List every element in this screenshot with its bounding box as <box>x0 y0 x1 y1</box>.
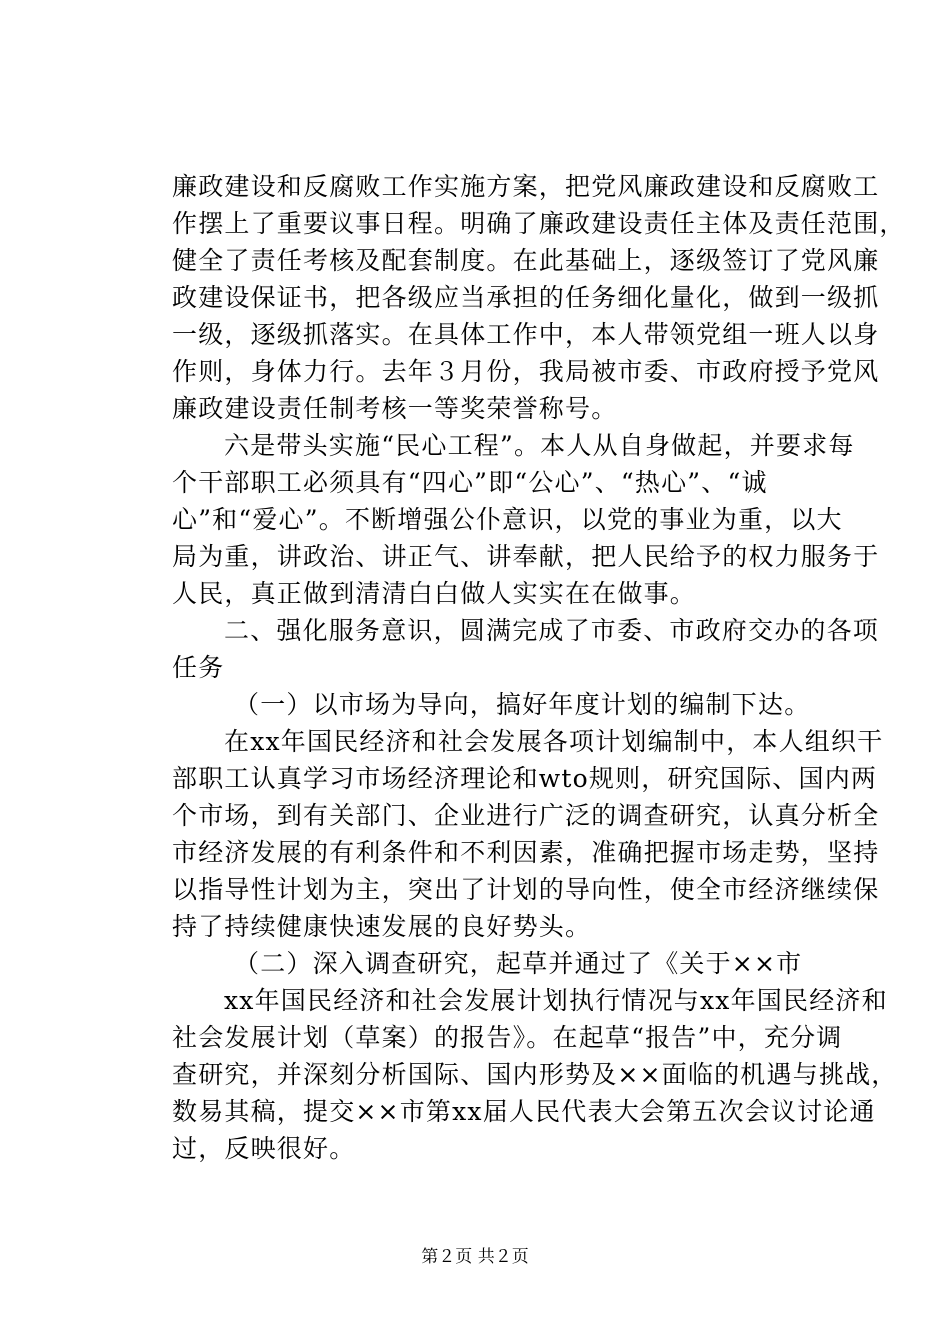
text-line: 作摆上了重要议事日程。明确了廉政建设责任主体及责任范围， <box>172 209 906 238</box>
page-number-footer: 第２页 共２页 <box>421 1247 529 1267</box>
text-line: xx年国民经济和社会发展计划执行情况与xx年国民经济和 <box>224 986 888 1015</box>
section-heading: 任务 <box>172 653 225 682</box>
text-line: 以指导性计划为主，突出了计划的导向性，使全市经济继续保 <box>172 875 880 904</box>
text-line: 心”和“爱心”。不断增强公仆意识，以党的事业为重，以大 <box>172 505 843 534</box>
text-line: 过，反映很好。 <box>172 1134 356 1163</box>
subsection-heading: （一）以市场为导向，搞好年度计划的编制下达。 <box>234 690 811 719</box>
text-line: 局为重，讲政治、讲正气、讲奉献，把人民给予的权力服务于 <box>172 542 880 571</box>
text-line: 健全了责任考核及配套制度。在此基础上，逐级签订了党风廉 <box>172 246 880 275</box>
text-line: 作则，身体力行。去年３月份，我局被市委、市政府授予党风 <box>172 357 880 386</box>
text-line: 部职工认真学习市场经济理论和wto规则，研究国际、国内两 <box>172 764 878 793</box>
text-line: 一级，逐级抓落实。在具体工作中，本人带领党组一班人以身 <box>172 320 880 349</box>
text-line: 六是带头实施“民心工程”。本人从自身做起，并要求每 <box>224 431 855 460</box>
text-line: 市经济发展的有利条件和不利因素，准确把握市场走势，坚持 <box>172 838 880 867</box>
subsection-heading: （二）深入调查研究，起草并通过了《关于××市 <box>234 949 803 978</box>
text-line: 廉政建设责任制考核一等奖荣誉称号。 <box>172 394 618 423</box>
text-line: 个干部职工必须具有“四心”即“公心”、“热心”、“诚 <box>172 468 768 497</box>
text-line: 人民，真正做到清清白白做人实实在在做事。 <box>172 579 697 608</box>
text-line: 持了持续健康快速发展的良好势头。 <box>172 912 592 941</box>
section-heading: 二、强化服务意识，圆满完成了市委、市政府交办的各项 <box>224 616 880 645</box>
text-line: 廉政建设和反腐败工作实施方案，把党风廉政建设和反腐败工 <box>172 172 880 201</box>
text-line: 查研究，并深刻分析国际、国内形势及××面临的机遇与挑战， <box>172 1060 898 1089</box>
text-line: 社会发展计划（草案）的报告》。在起草“报告”中，充分调 <box>172 1023 843 1052</box>
text-line: 在xx年国民经济和社会发展各项计划编制中，本人组织干 <box>224 727 884 756</box>
text-line: 数易其稿，提交××市第xx届人民代表大会第五次会议讨论通 <box>172 1097 876 1126</box>
body-text <box>172 168 906 1167</box>
text-line: 个市场，到有关部门、企业进行广泛的调查研究，认真分析全 <box>172 801 880 830</box>
text-line: 政建设保证书，把各级应当承担的任务细化量化，做到一级抓 <box>172 283 880 312</box>
